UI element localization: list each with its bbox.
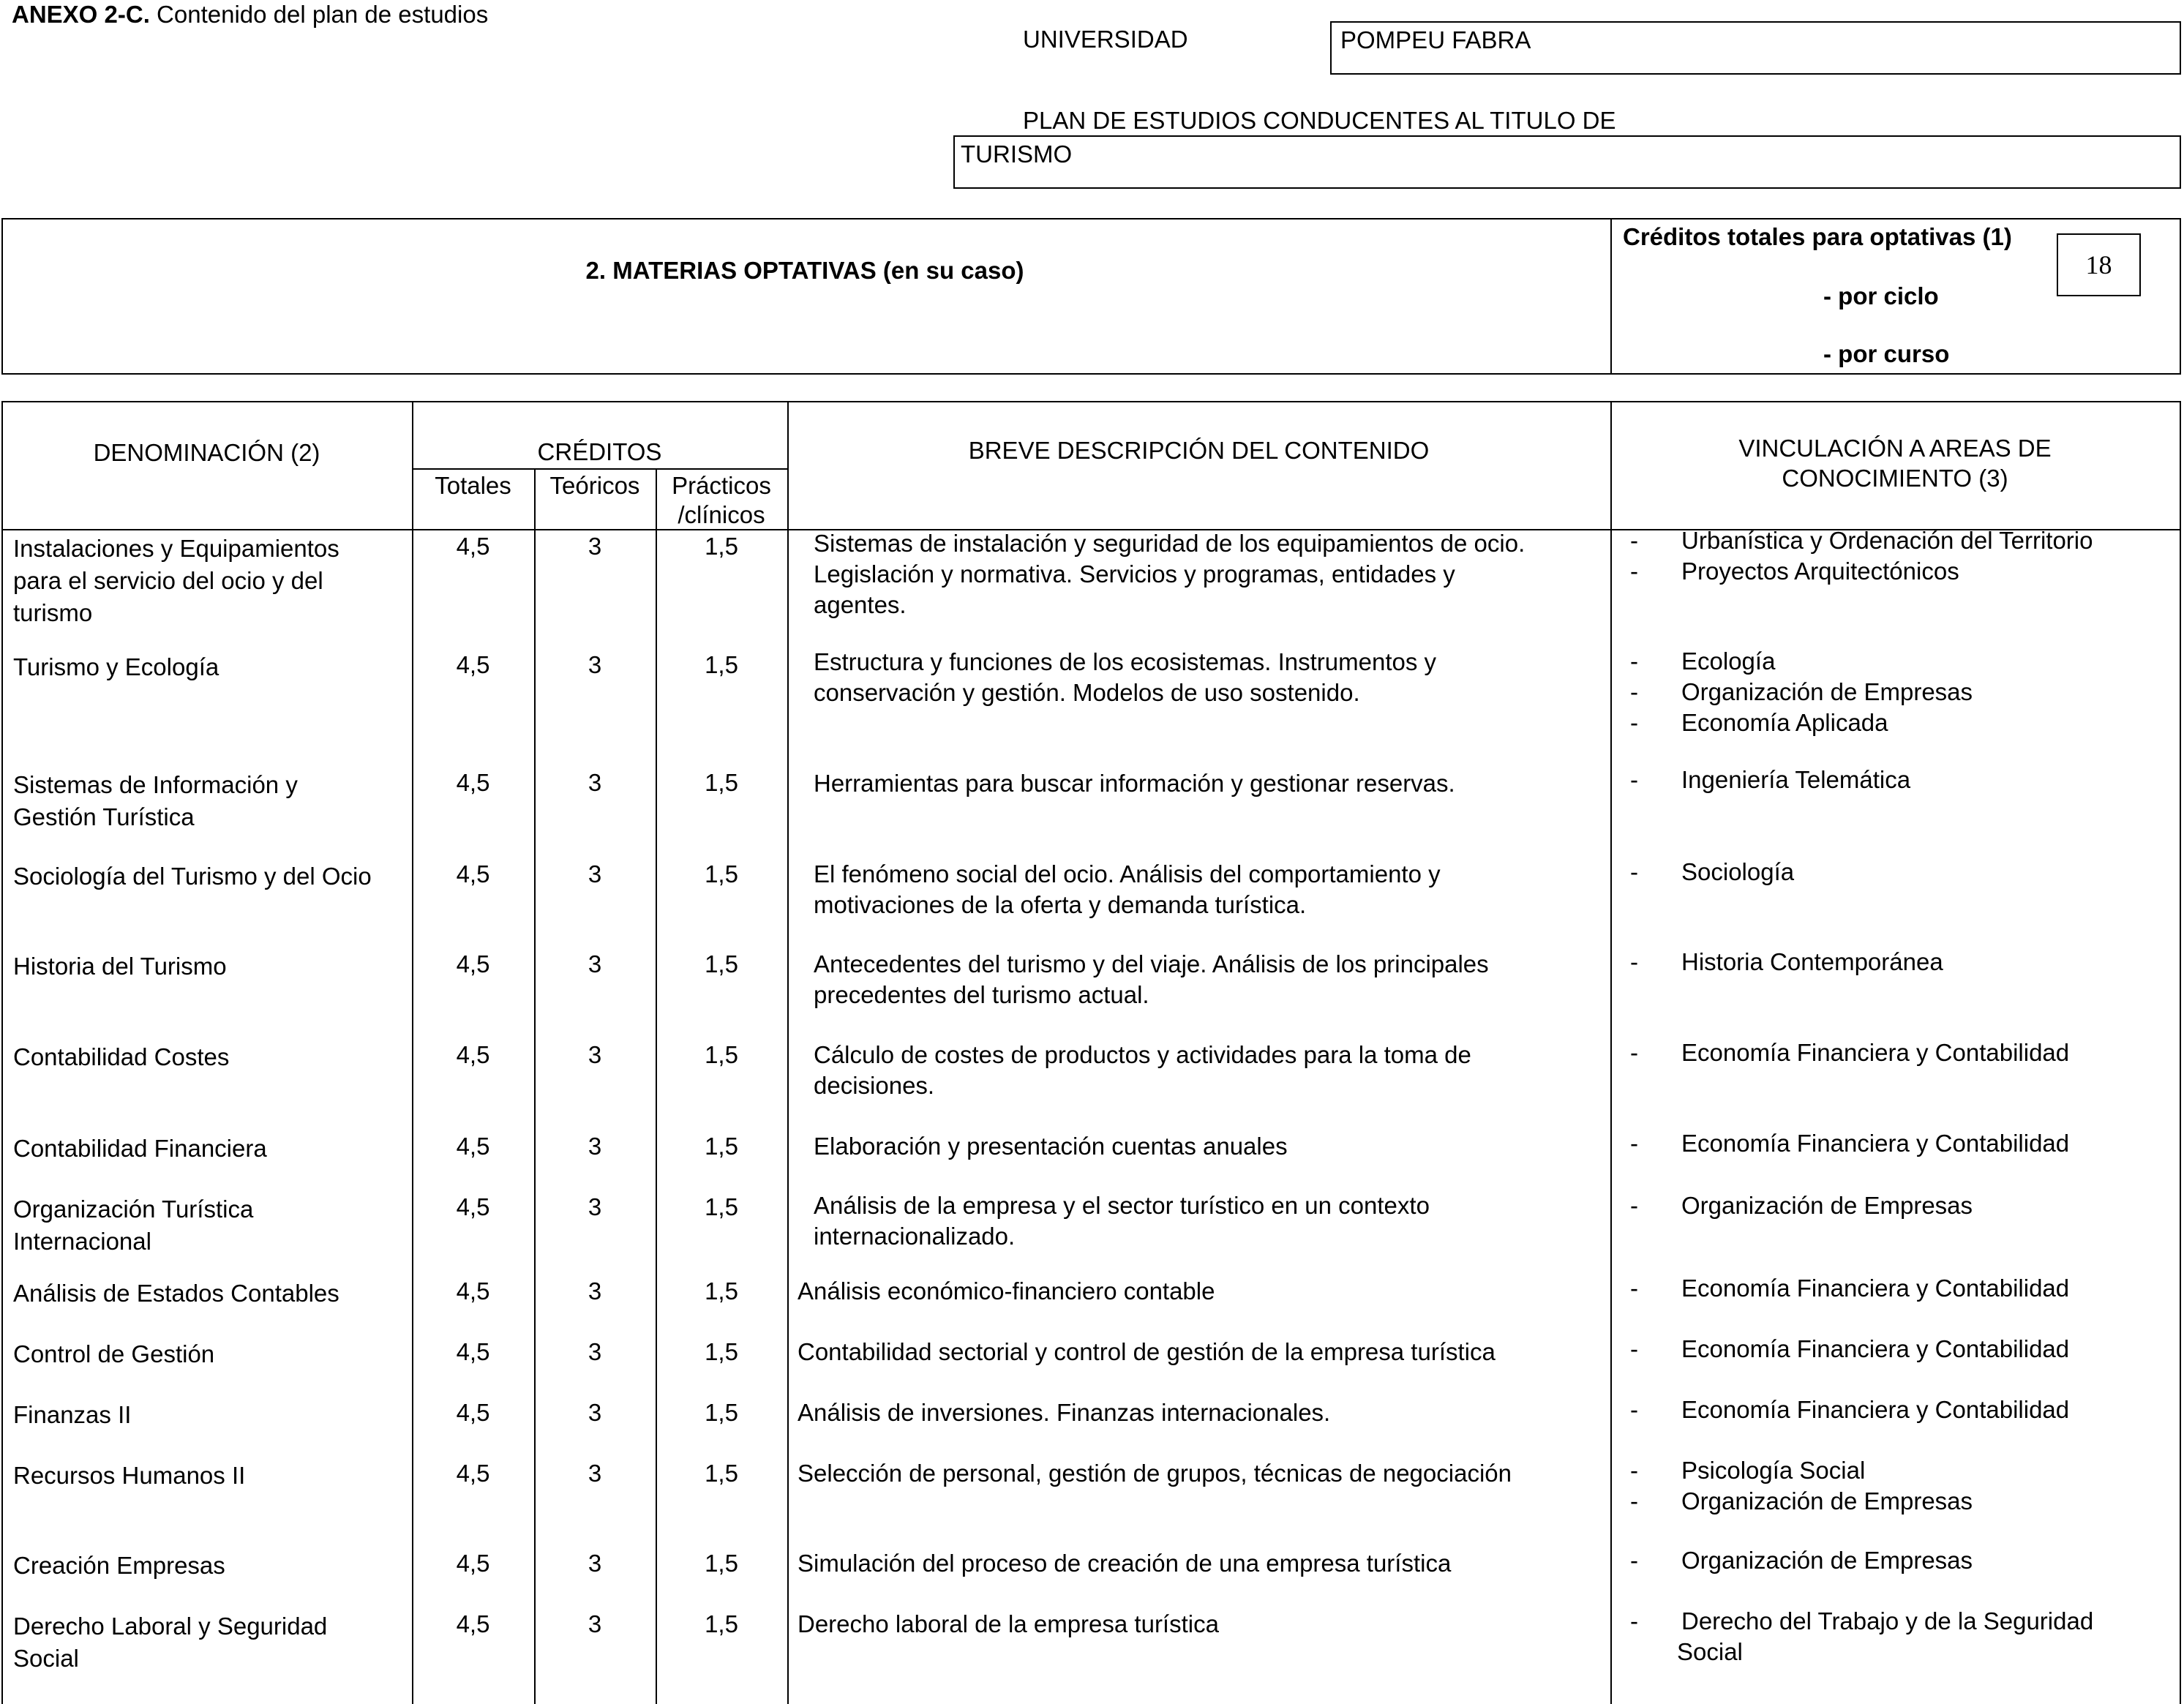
row-teoricos: 3 xyxy=(588,1193,602,1220)
creditos-underline xyxy=(412,468,787,470)
university-value: POMPEU FABRA xyxy=(1340,26,1531,53)
row-totales: 4,5 xyxy=(456,651,490,678)
university-box xyxy=(1330,21,2181,75)
annex-title xyxy=(12,0,488,29)
row-denominacion-line: Gestión Turística xyxy=(13,803,195,830)
row-denominacion xyxy=(13,1610,412,1675)
row-areas xyxy=(1630,1037,2069,1068)
row-practicos: 1,5 xyxy=(705,1399,738,1426)
row-denominacion xyxy=(13,1460,412,1492)
row-descripcion xyxy=(814,1131,1288,1162)
row-descripcion xyxy=(814,768,1455,799)
row-area-item: - Sociología xyxy=(1630,857,1794,887)
row-area-item: - Economía Financiera y Contabilidad xyxy=(1630,1128,2069,1159)
row-descripcion xyxy=(814,1040,1471,1101)
row-descripcion xyxy=(814,859,1441,920)
row-teoricos: 3 xyxy=(588,860,602,887)
row-denominacion-line: turismo xyxy=(13,599,93,626)
row-denominacion xyxy=(13,950,412,983)
per-course: - por curso xyxy=(1823,340,1950,367)
row-descripcion-line: decisiones. xyxy=(814,1072,935,1099)
row-descripcion-line: Derecho laboral de la empresa turística xyxy=(798,1610,1219,1637)
row-descripcion-line: Cálculo de costes de productos y actividades para la toma de xyxy=(814,1041,1471,1068)
row-descripcion xyxy=(814,647,1436,708)
row-denominacion xyxy=(13,1133,412,1165)
row-descripcion-line: motivaciones de la oferta y demanda turística. xyxy=(814,891,1307,918)
row-practicos: 1,5 xyxy=(705,1460,738,1487)
header-vinculacion-2: CONOCIMIENTO (3) xyxy=(1782,465,2008,492)
row-area-item: - Urbanística y Ordenación del Territorio xyxy=(1630,525,2093,556)
row-areas xyxy=(1630,1334,2069,1365)
row-area-item: - Organización de Empresas xyxy=(1630,1486,1973,1517)
row-practicos: 1,5 xyxy=(705,533,738,560)
row-area-item: - Economía Financiera y Contabilidad xyxy=(1630,1037,2069,1068)
row-descripcion-line: internacionalizado. xyxy=(814,1223,1016,1250)
header-totales: Totales xyxy=(435,472,511,499)
row-area-item: - Economía Aplicada xyxy=(1630,708,1973,738)
row-areas xyxy=(1630,646,1973,738)
header-vinculacion: VINCULACIÓN A AREAS DE xyxy=(1738,435,2052,462)
row-area-item: - Organización de Empresas xyxy=(1630,1545,1973,1576)
row-denominacion-line: Creación Empresas xyxy=(13,1552,225,1579)
row-area-item: - Historia Contemporánea xyxy=(1630,947,1943,977)
row-areas xyxy=(1630,947,1943,977)
row-denominacion xyxy=(13,1041,412,1073)
plan-box xyxy=(953,135,2181,189)
row-denominacion-line: Sistemas de Información y xyxy=(13,771,298,798)
plan-value: TURISMO xyxy=(961,140,1073,168)
header-denominacion: DENOMINACIÓN (2) xyxy=(93,439,320,466)
row-descripcion-line: Selección de personal, gestión de grupos, técnicas de negociación xyxy=(798,1460,1512,1487)
row-areas xyxy=(1630,765,1910,795)
row-denominacion-line: Turismo y Ecología xyxy=(13,653,219,680)
row-area-item: - Economía Financiera y Contabilidad xyxy=(1630,1334,2069,1365)
row-descripcion xyxy=(814,528,1525,620)
row-descripcion-line: conservación y gestión. Modelos de uso sostenido. xyxy=(814,679,1360,706)
row-denominacion xyxy=(13,1277,412,1310)
row-descripcion xyxy=(798,1397,1330,1428)
section-divider xyxy=(1610,218,1612,375)
row-denominacion-line: Social xyxy=(13,1645,79,1672)
row-practicos: 1,5 xyxy=(705,1610,738,1637)
header-practicos-2: /clínicos xyxy=(678,501,765,528)
row-practicos: 1,5 xyxy=(705,1277,738,1305)
row-denominacion xyxy=(13,1399,412,1431)
row-descripcion xyxy=(814,949,1489,1010)
row-areas xyxy=(1630,857,1794,887)
row-areas xyxy=(1630,1395,2069,1425)
row-totales: 4,5 xyxy=(456,1338,490,1365)
col-border-5 xyxy=(1610,401,1612,1704)
header-practicos: Prácticos xyxy=(672,472,771,499)
row-area-item: - Derecho del Trabajo y de la Seguridad xyxy=(1630,1606,2093,1637)
row-denominacion-line: Internacional xyxy=(13,1228,151,1255)
row-descripcion xyxy=(798,1458,1512,1489)
row-descripcion xyxy=(798,1548,1451,1579)
row-descripcion-line: Elaboración y presentación cuentas anuales xyxy=(814,1133,1288,1160)
row-denominacion xyxy=(13,1550,412,1582)
row-descripcion-line: Análisis de la empresa y el sector turístico en un contexto xyxy=(814,1192,1430,1219)
row-descripcion-line: Herramientas para buscar información y gestionar reservas. xyxy=(814,770,1455,797)
annex-title-text: Contenido del plan de estudios xyxy=(149,1,489,28)
row-teoricos: 3 xyxy=(588,1550,602,1577)
row-denominacion-line: Instalaciones y Equipamientos xyxy=(13,535,339,562)
row-totales: 4,5 xyxy=(456,860,490,887)
row-area-item: - Ingeniería Telemática xyxy=(1630,765,1910,795)
credits-label: Créditos totales para optativas (1) xyxy=(1623,223,2012,250)
row-descripcion xyxy=(798,1337,1496,1367)
col-border-left xyxy=(1,401,3,1704)
row-teoricos: 3 xyxy=(588,1133,602,1160)
row-totales: 4,5 xyxy=(456,1041,490,1068)
row-teoricos: 3 xyxy=(588,651,602,678)
row-denominacion xyxy=(13,769,412,833)
row-teoricos: 3 xyxy=(588,769,602,796)
row-descripcion-line: precedentes del turismo actual. xyxy=(814,981,1149,1008)
row-descripcion-line: Estructura y funciones de los ecosistemas. Instrumentos y xyxy=(814,648,1437,675)
row-areas xyxy=(1630,1128,2069,1159)
row-denominacion xyxy=(13,533,412,629)
row-area-item: - Economía Financiera y Contabilidad xyxy=(1630,1273,2069,1304)
row-denominacion xyxy=(13,1193,412,1258)
row-descripcion-line: Antecedentes del turismo y del viaje. Análisis de los principales xyxy=(814,950,1489,977)
row-practicos: 1,5 xyxy=(705,1133,738,1160)
row-area-item: - Psicología Social xyxy=(1630,1455,1973,1486)
row-areas xyxy=(1630,1545,1973,1576)
row-area-item: - Proyectos Arquitectónicos xyxy=(1630,556,2093,587)
header-descripcion: BREVE DESCRIPCIÓN DEL CONTENIDO xyxy=(968,437,1430,464)
row-practicos: 1,5 xyxy=(705,769,738,796)
row-practicos: 1,5 xyxy=(705,950,738,977)
row-totales: 4,5 xyxy=(456,950,490,977)
header-creditos: CRÉDITOS xyxy=(537,438,662,465)
row-areas xyxy=(1630,525,2093,587)
row-denominacion xyxy=(13,1338,412,1370)
row-descripcion-line: Análisis económico-financiero contable xyxy=(798,1277,1215,1305)
row-descripcion-line: Legislación y normativa. Servicios y programas, entidades y xyxy=(814,560,1455,588)
credits-value: 18 xyxy=(2057,233,2141,296)
table-top-border xyxy=(1,401,2181,402)
row-teoricos: 3 xyxy=(588,1338,602,1365)
row-denominacion-line: Recursos Humanos II xyxy=(13,1462,246,1489)
row-descripcion-line: Simulación del proceso de creación de una empresa turística xyxy=(798,1550,1452,1577)
row-denominacion-line: Contabilidad Financiera xyxy=(13,1135,267,1162)
row-totales: 4,5 xyxy=(456,533,490,560)
row-descripcion-line: El fenómeno social del ocio. Análisis del comportamiento y xyxy=(814,860,1441,887)
row-totales: 4,5 xyxy=(456,1133,490,1160)
row-teoricos: 3 xyxy=(588,950,602,977)
row-teoricos: 3 xyxy=(588,533,602,560)
row-area-item: - Ecología xyxy=(1630,646,1973,677)
header-teoricos: Teóricos xyxy=(549,472,640,499)
row-areas xyxy=(1630,1455,1973,1517)
row-descripcion-line: agentes. xyxy=(814,591,907,618)
row-teoricos: 3 xyxy=(588,1399,602,1426)
row-area-item: - Organización de Empresas xyxy=(1630,677,1973,708)
row-area-item: - Economía Financiera y Contabilidad xyxy=(1630,1395,2069,1425)
row-totales: 4,5 xyxy=(456,1277,490,1305)
row-areas xyxy=(1630,1273,2069,1304)
row-practicos: 1,5 xyxy=(705,651,738,678)
row-denominacion-line: para el servicio del ocio y del xyxy=(13,567,323,594)
row-teoricos: 3 xyxy=(588,1460,602,1487)
row-practicos: 1,5 xyxy=(705,1041,738,1068)
row-totales: 4,5 xyxy=(456,1193,490,1220)
row-teoricos: 3 xyxy=(588,1041,602,1068)
col-border-right xyxy=(2180,401,2181,1704)
row-totales: 4,5 xyxy=(456,1460,490,1487)
row-denominacion-line: Control de Gestión xyxy=(13,1340,215,1367)
row-practicos: 1,5 xyxy=(705,1550,738,1577)
row-totales: 4,5 xyxy=(456,1399,490,1426)
row-practicos: 1,5 xyxy=(705,1193,738,1220)
row-area-item: Social xyxy=(1677,1638,1743,1665)
university-label: UNIVERSIDAD xyxy=(1023,26,1188,53)
row-denominacion-line: Sociología del Turismo y del Ocio xyxy=(13,863,372,890)
col-border-4 xyxy=(787,401,789,1704)
row-practicos: 1,5 xyxy=(705,860,738,887)
row-descripcion-line: Análisis de inversiones. Finanzas internacionales. xyxy=(798,1399,1331,1426)
row-denominacion-line: Historia del Turismo xyxy=(13,953,227,980)
row-areas xyxy=(1630,1190,1973,1221)
row-denominacion-line: Derecho Laboral y Seguridad xyxy=(13,1613,328,1640)
row-denominacion-line: Contabilidad Costes xyxy=(13,1043,230,1070)
section-title: 2. MATERIAS OPTATIVAS (en su caso) xyxy=(585,257,1024,284)
row-denominacion-line: Finanzas II xyxy=(13,1401,132,1428)
row-denominacion xyxy=(13,860,412,893)
per-cycle: - por ciclo xyxy=(1823,282,1939,309)
row-descripcion-line: Contabilidad sectorial y control de gestión de la empresa turística xyxy=(798,1338,1496,1365)
row-totales: 4,5 xyxy=(456,1550,490,1577)
row-denominacion-line: Análisis de Estados Contables xyxy=(13,1280,339,1307)
row-descripcion xyxy=(814,1190,1430,1252)
row-denominacion xyxy=(13,651,412,683)
row-totales: 4,5 xyxy=(456,1610,490,1637)
row-totales: 4,5 xyxy=(456,769,490,796)
annex-title-bold: ANEXO 2-C. xyxy=(12,1,150,28)
row-descripcion xyxy=(798,1609,1219,1640)
row-denominacion-line: Organización Turística xyxy=(13,1196,254,1223)
plan-label: PLAN DE ESTUDIOS CONDUCENTES AL TITULO DE xyxy=(1023,107,1616,134)
row-practicos: 1,5 xyxy=(705,1338,738,1365)
row-descripcion xyxy=(798,1276,1215,1307)
row-areas xyxy=(1630,1606,2093,1667)
row-teoricos: 3 xyxy=(588,1610,602,1637)
row-teoricos: 3 xyxy=(588,1277,602,1305)
row-area-item: - Organización de Empresas xyxy=(1630,1190,1973,1221)
row-descripcion-line: Sistemas de instalación y seguridad de los equipamientos de ocio. xyxy=(814,530,1526,557)
